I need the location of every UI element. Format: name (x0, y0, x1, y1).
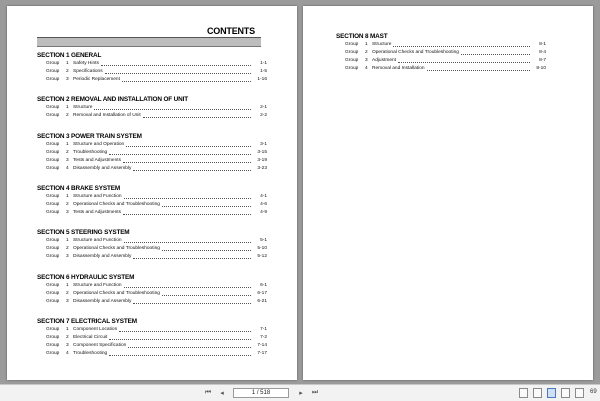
toc-group-name: Tests and Adjustments (73, 157, 121, 163)
toc-group-number: 4 (66, 165, 69, 171)
continuous-page-icon[interactable] (533, 388, 542, 398)
toc-group-number: 1 (66, 61, 69, 66)
toc-dot-leader (122, 81, 251, 82)
toc-group-name: Structure (372, 42, 392, 47)
toc-dot-leader (124, 287, 251, 288)
toc-page-number: 3-23 (257, 165, 267, 171)
toc-group-number: 2 (66, 334, 69, 340)
toc-group-word: Group (345, 50, 359, 56)
toc-page-number: 1-5 (260, 69, 267, 75)
toc-page-number: 5-12 (257, 254, 267, 260)
toc-group-word: Group (345, 58, 359, 64)
toc-group-row[interactable] (37, 253, 267, 261)
toc-page-number: 2-1 (260, 105, 267, 111)
toc-group-row[interactable] (336, 49, 546, 57)
toc-section (37, 228, 267, 261)
toc-group-name: Operational Checks and Troubleshooting (73, 246, 160, 252)
zoom-level[interactable]: 69 (590, 389, 597, 395)
toc-group-word: Group (46, 77, 60, 83)
toc-section-title[interactable]: SECTION 5 STEERING SYSTEM (37, 229, 130, 237)
toc-group-number: 1 (66, 141, 69, 147)
fit-icon[interactable] (575, 388, 584, 398)
toc-group-word: Group (46, 141, 60, 147)
toc-group-row[interactable] (37, 209, 267, 217)
toc-group-number: 1 (66, 326, 69, 332)
toc-group-row[interactable] (37, 60, 267, 68)
toc-group-row[interactable] (37, 350, 267, 358)
toc-section (37, 184, 267, 217)
toc-dot-leader (128, 347, 251, 348)
toc-page-number: 3-1 (260, 141, 267, 147)
toc-page-number: 4-1 (260, 193, 267, 199)
toc-group-word: Group (46, 326, 60, 332)
toc-page-number: 7-14 (257, 342, 267, 348)
toc-group-row[interactable] (37, 201, 267, 209)
toc-dot-leader (393, 46, 530, 47)
toc-dot-leader (398, 62, 530, 63)
toc-section (37, 273, 267, 306)
toc-group-name: Troubleshooting (73, 351, 108, 357)
contents-title-bar (37, 37, 261, 47)
toc-section-title[interactable]: SECTION 6 HYDRAULIC SYSTEM (37, 273, 135, 281)
toc-group-name: Structure and Function (73, 238, 122, 244)
toc-group-row[interactable] (37, 282, 267, 290)
prev-page-icon[interactable]: ◂ (220, 390, 224, 397)
toc-group-number: 2 (66, 69, 69, 75)
toc-group-word: Group (46, 69, 60, 75)
toc-page-number: 1-1 (260, 61, 267, 66)
toc-page-number: 8-7 (539, 58, 546, 64)
toc-group-row[interactable] (37, 334, 267, 342)
toc-section (336, 32, 546, 73)
toc-group-number: 3 (66, 298, 69, 304)
toc-group-name: Operational Checks and Troubleshooting (73, 201, 160, 207)
toc-dot-leader (427, 70, 530, 71)
toc-group-number: 2 (66, 149, 69, 155)
toc-section-title[interactable]: SECTION 8 MAST (336, 33, 388, 40)
toc-group-word: Group (46, 342, 60, 348)
toc-dot-leader (124, 242, 251, 243)
toc-group-name: Structure and Operation (73, 141, 125, 147)
toc-group-name: Disassembly and Assembly (73, 165, 132, 171)
toc-dot-leader (133, 303, 251, 304)
toc-page-number: 4-9 (260, 210, 267, 216)
document-page-left (7, 6, 297, 380)
toc-group-name: Component Location (73, 326, 118, 332)
page-number-input[interactable]: 1 / 518 (233, 388, 289, 398)
toc-group-word: Group (46, 61, 60, 66)
toc-group-number: 3 (66, 254, 69, 260)
toc-group-word: Group (46, 149, 60, 155)
toc-group-word: Group (46, 246, 60, 252)
toc-dot-leader (162, 295, 251, 296)
toc-dot-leader (109, 355, 251, 356)
toc-section (37, 51, 267, 84)
toc-section (37, 95, 267, 120)
toc-group-number: 1 (66, 105, 69, 111)
toc-dot-leader (109, 339, 251, 340)
toc-section (37, 317, 267, 358)
toc-group-name: Operational Checks and Troubleshooting (372, 50, 459, 56)
facing-page-icon[interactable] (547, 388, 556, 398)
toc-section (37, 132, 267, 173)
toc-group-number: 4 (66, 351, 69, 357)
toc-dot-leader (123, 162, 251, 163)
toc-group-row[interactable] (37, 298, 267, 306)
toc-group-name: Disassembly and Assembly (73, 254, 132, 260)
toc-group-word: Group (46, 238, 60, 244)
toc-group-row[interactable] (37, 326, 267, 334)
toc-group-name: Specifications (73, 69, 103, 75)
toc-page-number: 8-10 (536, 66, 546, 72)
toc-page-number: 3-15 (257, 149, 267, 155)
toc-group-word: Group (46, 298, 60, 304)
toc-group-word: Group (46, 113, 60, 119)
toc-group-row[interactable] (37, 193, 267, 201)
toc-group-word: Group (46, 105, 60, 111)
toc-group-name: Structure and Function (73, 282, 122, 288)
toc-group-name: Safety Hints (73, 61, 99, 66)
toc-group-number: 3 (66, 157, 69, 163)
document-page-right (303, 6, 593, 380)
toc-group-number: 4 (365, 66, 368, 72)
toc-group-number: 3 (66, 77, 69, 83)
toc-group-number: 2 (66, 246, 69, 252)
single-page-icon[interactable] (519, 388, 528, 398)
toc-page-number: 5-1 (260, 238, 267, 244)
toc-page-number: 4-6 (260, 201, 267, 207)
toc-group-name: Operational Checks and Troubleshooting (73, 290, 160, 296)
toc-group-row[interactable] (37, 245, 267, 253)
toc-group-row[interactable] (37, 290, 267, 298)
toc-dot-leader (109, 154, 251, 155)
toc-dot-leader (119, 331, 251, 332)
toc-dot-leader (105, 73, 251, 74)
toc-dot-leader (124, 198, 251, 199)
toc-page-number: 6-1 (260, 282, 267, 288)
first-page-icon[interactable]: ⏮ (204, 389, 212, 396)
toc-dot-leader (143, 117, 251, 118)
toc-group-word: Group (46, 210, 60, 216)
toc-group-number: 2 (66, 113, 69, 119)
toc-dot-leader (162, 206, 251, 207)
toc-group-number: 1 (66, 238, 69, 244)
toc-group-name: Troubleshooting (73, 149, 108, 155)
toc-group-word: Group (46, 351, 60, 357)
toc-group-name: Adjustment (372, 58, 396, 64)
toc-group-name: Disassembly and Assembly (73, 298, 132, 304)
toc-dot-leader (162, 250, 251, 251)
toc-section-title[interactable]: SECTION 3 POWER TRAIN SYSTEM (37, 132, 142, 140)
toc-group-row[interactable] (37, 342, 267, 350)
toc-group-row[interactable] (336, 57, 546, 65)
toc-group-number: 2 (365, 50, 368, 56)
toc-group-word: Group (345, 42, 359, 47)
toc-group-row[interactable] (37, 112, 267, 120)
toc-dot-leader (101, 65, 251, 66)
toc-group-row[interactable] (37, 149, 267, 157)
viewer-toolbar (0, 384, 600, 401)
toc-page-number: 6-17 (257, 290, 267, 296)
toc-group-word: Group (46, 254, 60, 260)
last-page-icon[interactable]: ⏭ (311, 389, 319, 396)
toc-group-number: 1 (66, 282, 69, 288)
toc-dot-leader (133, 258, 251, 259)
toc-group-name: Structure and Function (73, 193, 122, 199)
toc-group-number: 1 (66, 193, 69, 199)
toc-group-word: Group (46, 282, 60, 288)
toc-group-name: Component Specification (73, 342, 127, 348)
toc-group-word: Group (46, 165, 60, 171)
toc-group-number: 3 (66, 210, 69, 216)
toc-page-number: 3-19 (257, 157, 267, 163)
toc-group-word: Group (46, 157, 60, 163)
toc-page-number: 6-21 (257, 298, 267, 304)
toc-page-number: 8-4 (539, 50, 546, 56)
toc-dot-leader (461, 54, 530, 55)
next-page-icon[interactable]: ▸ (299, 390, 303, 397)
toc-page-number: 7-1 (260, 326, 267, 332)
toc-group-name: Tests and Adjustments (73, 210, 121, 216)
toc-page-number: 1-16 (257, 77, 267, 83)
toc-group-number: 2 (66, 290, 69, 296)
toc-group-name: Periodic Replacement (73, 77, 120, 83)
toc-group-number: 3 (66, 342, 69, 348)
toc-section-title[interactable]: SECTION 4 BRAKE SYSTEM (37, 184, 120, 192)
toc-group-name: Removal and Installation (372, 66, 425, 72)
toc-page-number: 7-17 (257, 351, 267, 357)
toc-group-row[interactable] (336, 41, 546, 49)
toc-group-row[interactable] (37, 76, 267, 84)
toc-group-row[interactable] (37, 237, 267, 245)
toc-group-word: Group (46, 201, 60, 207)
toc-group-number: 2 (66, 201, 69, 207)
toc-group-name: Removal and Installation of Unit (73, 113, 141, 119)
toc-group-row[interactable] (37, 104, 267, 112)
toc-dot-leader (133, 170, 251, 171)
toc-group-word: Group (46, 334, 60, 340)
toc-group-word: Group (345, 66, 359, 72)
toc-group-row[interactable] (37, 68, 267, 76)
toc-dot-leader (123, 214, 251, 215)
toc-group-word: Group (46, 290, 60, 296)
toc-group-number: 3 (365, 58, 368, 64)
toc-group-name: Structure (73, 105, 93, 111)
toc-page-number: 5-10 (257, 246, 267, 252)
toc-group-number: 1 (365, 42, 368, 47)
toc-group-name: Electrical Circuit (73, 334, 108, 340)
toc-page-number: 7-2 (260, 334, 267, 340)
toc-section-title[interactable]: SECTION 7 ELECTRICAL SYSTEM (37, 317, 137, 325)
toc-page-number: 2-2 (260, 113, 267, 119)
toc-section-title[interactable]: SECTION 2 REMOVAL AND INSTALLATION OF UNIT (37, 96, 188, 104)
toc-page-number: 8-1 (539, 42, 546, 47)
toc-section-title[interactable]: SECTION 1 GENERAL (37, 52, 102, 59)
toc-group-row[interactable] (336, 65, 546, 73)
toc-group-row[interactable] (37, 141, 267, 149)
toc-dot-leader (126, 146, 251, 147)
toc-group-row[interactable] (37, 165, 267, 173)
toc-dot-leader (94, 109, 251, 110)
facing-continuous-icon[interactable] (561, 388, 570, 398)
contents-title: CONTENTS (207, 26, 255, 36)
toc-group-word: Group (46, 193, 60, 199)
toc-group-row[interactable] (37, 157, 267, 165)
